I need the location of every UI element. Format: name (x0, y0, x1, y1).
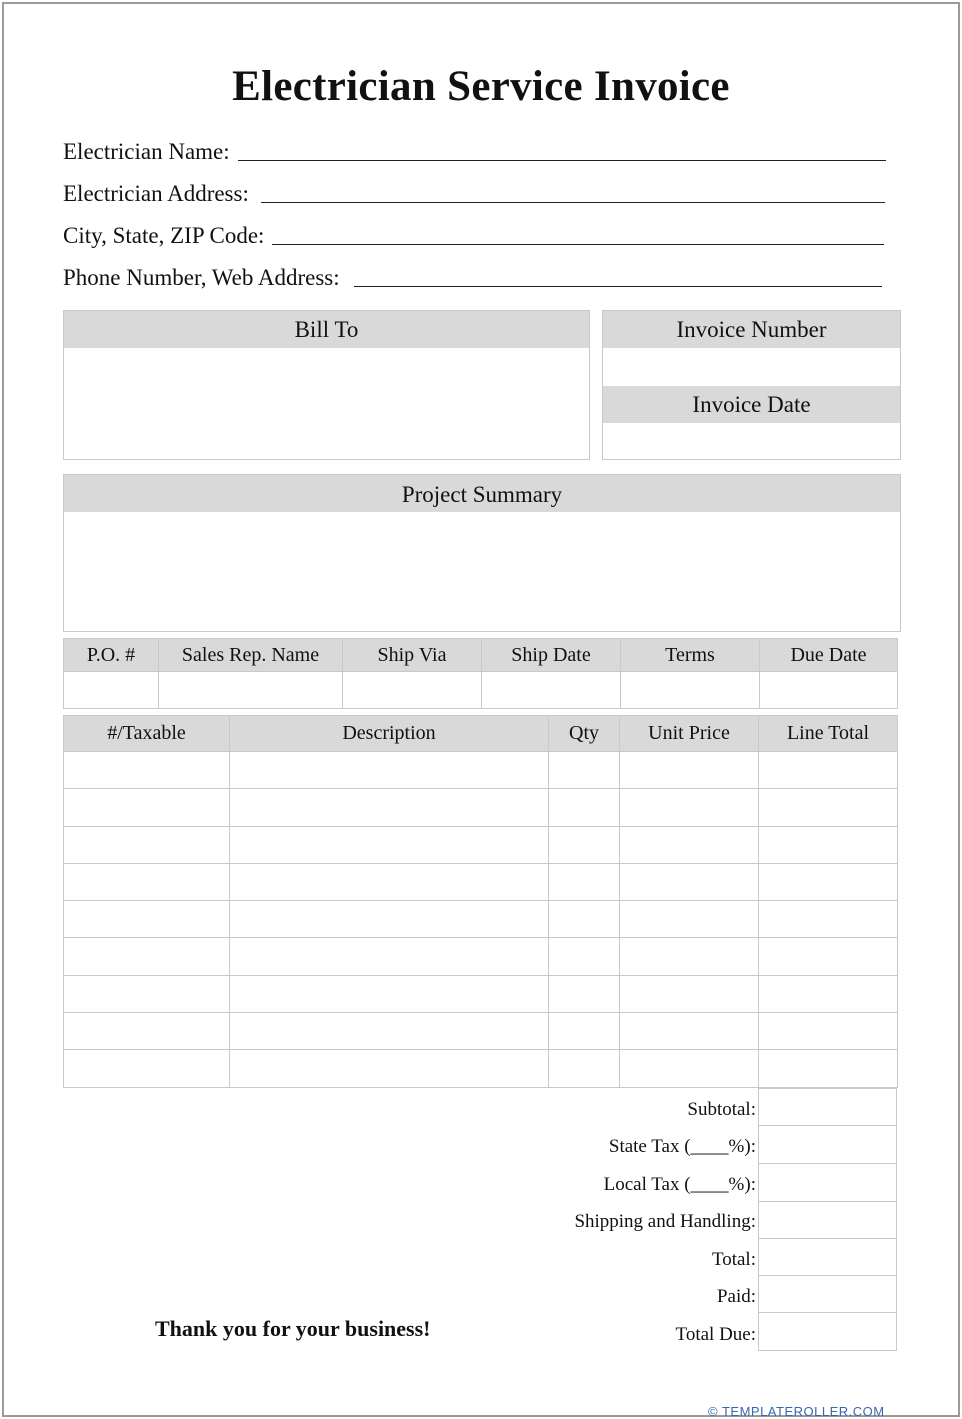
line-total-cell[interactable] (759, 901, 898, 938)
description-cell[interactable] (230, 752, 549, 789)
ship-via-cell[interactable] (343, 672, 482, 709)
qty-cell[interactable] (549, 789, 620, 826)
thank-you-message: Thank you for your business! (155, 1316, 431, 1341)
line-total-header: Line Total (759, 716, 898, 752)
project-summary-header: Project Summary (64, 475, 900, 512)
taxable-cell[interactable] (64, 901, 230, 938)
local-tax-cell[interactable] (758, 1163, 897, 1202)
line-item-row (64, 1013, 898, 1050)
bill-to-header: Bill To (64, 311, 589, 348)
description-header: Description (230, 716, 549, 752)
qty-cell[interactable] (549, 863, 620, 900)
description-cell[interactable] (230, 1013, 549, 1050)
line-item-row (64, 975, 898, 1012)
unit-price-cell[interactable] (620, 901, 759, 938)
line-item-row (64, 752, 898, 789)
taxable-cell[interactable] (64, 975, 230, 1012)
taxable-cell[interactable] (64, 863, 230, 900)
description-cell[interactable] (230, 789, 549, 826)
total-due-cell[interactable] (758, 1312, 897, 1351)
invoice-date-cell[interactable] (603, 423, 900, 460)
unit-price-cell[interactable] (620, 938, 759, 975)
qty-cell[interactable] (549, 1050, 620, 1087)
line-item-row (64, 901, 898, 938)
unit-price-header: Unit Price (620, 716, 759, 752)
due-date-header: Due Date (760, 639, 898, 672)
phone-web-field[interactable] (63, 265, 882, 291)
taxable-cell[interactable] (64, 752, 230, 789)
electrician-name-label: Electrician Name: (63, 139, 230, 164)
line-total-cell[interactable] (759, 1050, 898, 1087)
po-number-cell[interactable] (64, 672, 159, 709)
unit-price-cell[interactable] (620, 863, 759, 900)
state-tax-cell[interactable] (758, 1125, 897, 1164)
phone-web-line[interactable] (354, 285, 882, 287)
taxable-cell[interactable] (64, 938, 230, 975)
city-state-zip-label: City, State, ZIP Code: (63, 223, 265, 248)
total-label: Total: (711, 1249, 756, 1270)
terms-header: Terms (621, 639, 760, 672)
total-cell[interactable] (758, 1238, 897, 1276)
templateroller-credit[interactable]: © TEMPLATEROLLER.COM (708, 1404, 885, 1419)
invoice-info-box (602, 310, 901, 460)
line-item-row (64, 826, 898, 863)
shipping-label: Shipping and Handling: (574, 1211, 756, 1232)
phone-web-label: Phone Number, Web Address: (63, 265, 340, 290)
line-total-cell[interactable] (759, 938, 898, 975)
taxable-cell[interactable] (64, 1050, 230, 1087)
invoice-number-cell[interactable] (603, 348, 900, 385)
qty-cell[interactable] (549, 826, 620, 863)
line-total-cell[interactable] (759, 1013, 898, 1050)
line-total-cell[interactable] (759, 752, 898, 789)
taxable-header: #/Taxable (64, 716, 230, 752)
unit-price-cell[interactable] (620, 1013, 759, 1050)
taxable-cell[interactable] (64, 1013, 230, 1050)
shipping-cell[interactable] (758, 1201, 897, 1239)
subtotal-label: Subtotal: (687, 1099, 756, 1120)
po-number-header: P.O. # (64, 639, 159, 672)
taxable-cell[interactable] (64, 789, 230, 826)
paid-label: Paid: (716, 1286, 756, 1307)
qty-cell[interactable] (549, 975, 620, 1012)
unit-price-cell[interactable] (620, 789, 759, 826)
qty-cell[interactable] (549, 752, 620, 789)
state-tax-label: State Tax (____%): (608, 1136, 756, 1157)
city-state-zip-field[interactable] (63, 223, 884, 249)
electrician-name-field[interactable] (63, 139, 886, 165)
line-item-row (64, 863, 898, 900)
line-item-row (64, 938, 898, 975)
ship-date-cell[interactable] (482, 672, 621, 709)
qty-cell[interactable] (549, 901, 620, 938)
description-cell[interactable] (230, 938, 549, 975)
line-total-cell[interactable] (759, 789, 898, 826)
line-item-row (64, 789, 898, 826)
line-item-row (64, 1050, 898, 1087)
line-total-cell[interactable] (759, 975, 898, 1012)
unit-price-cell[interactable] (620, 1050, 759, 1087)
local-tax-label: Local Tax (____%): (603, 1174, 756, 1195)
order-info-table (63, 638, 898, 709)
ship-date-header: Ship Date (482, 639, 621, 672)
description-cell[interactable] (230, 863, 549, 900)
unit-price-cell[interactable] (620, 826, 759, 863)
line-items-table (63, 715, 898, 1088)
qty-header: Qty (549, 716, 620, 752)
line-total-cell[interactable] (759, 863, 898, 900)
ship-via-header: Ship Via (343, 639, 482, 672)
description-cell[interactable] (230, 901, 549, 938)
invoice-number-header: Invoice Number (603, 311, 900, 348)
invoice-title: Electrician Service Invoice (232, 63, 730, 110)
paid-cell[interactable] (758, 1275, 897, 1313)
project-summary-box[interactable] (63, 474, 901, 632)
qty-cell[interactable] (549, 1013, 620, 1050)
taxable-cell[interactable] (64, 826, 230, 863)
electrician-address-line[interactable] (261, 201, 885, 203)
description-cell[interactable] (230, 975, 549, 1012)
unit-price-cell[interactable] (620, 752, 759, 789)
electrician-name-line[interactable] (238, 159, 886, 161)
sales-rep-cell[interactable] (159, 672, 343, 709)
electrician-address-field[interactable] (63, 181, 885, 207)
total-due-label: Total Due: (675, 1324, 756, 1345)
bill-to-box[interactable] (63, 310, 590, 460)
sales-rep-header: Sales Rep. Name (159, 639, 343, 672)
subtotal-cell[interactable] (758, 1088, 897, 1126)
qty-cell[interactable] (549, 938, 620, 975)
terms-cell[interactable] (621, 672, 760, 709)
line-total-cell[interactable] (759, 826, 898, 863)
unit-price-cell[interactable] (620, 975, 759, 1012)
invoice-date-header: Invoice Date (603, 386, 900, 423)
description-cell[interactable] (230, 1050, 549, 1087)
due-date-cell[interactable] (760, 672, 898, 709)
electrician-address-label: Electrician Address: (63, 181, 249, 206)
city-state-zip-line[interactable] (272, 243, 884, 245)
description-cell[interactable] (230, 826, 549, 863)
